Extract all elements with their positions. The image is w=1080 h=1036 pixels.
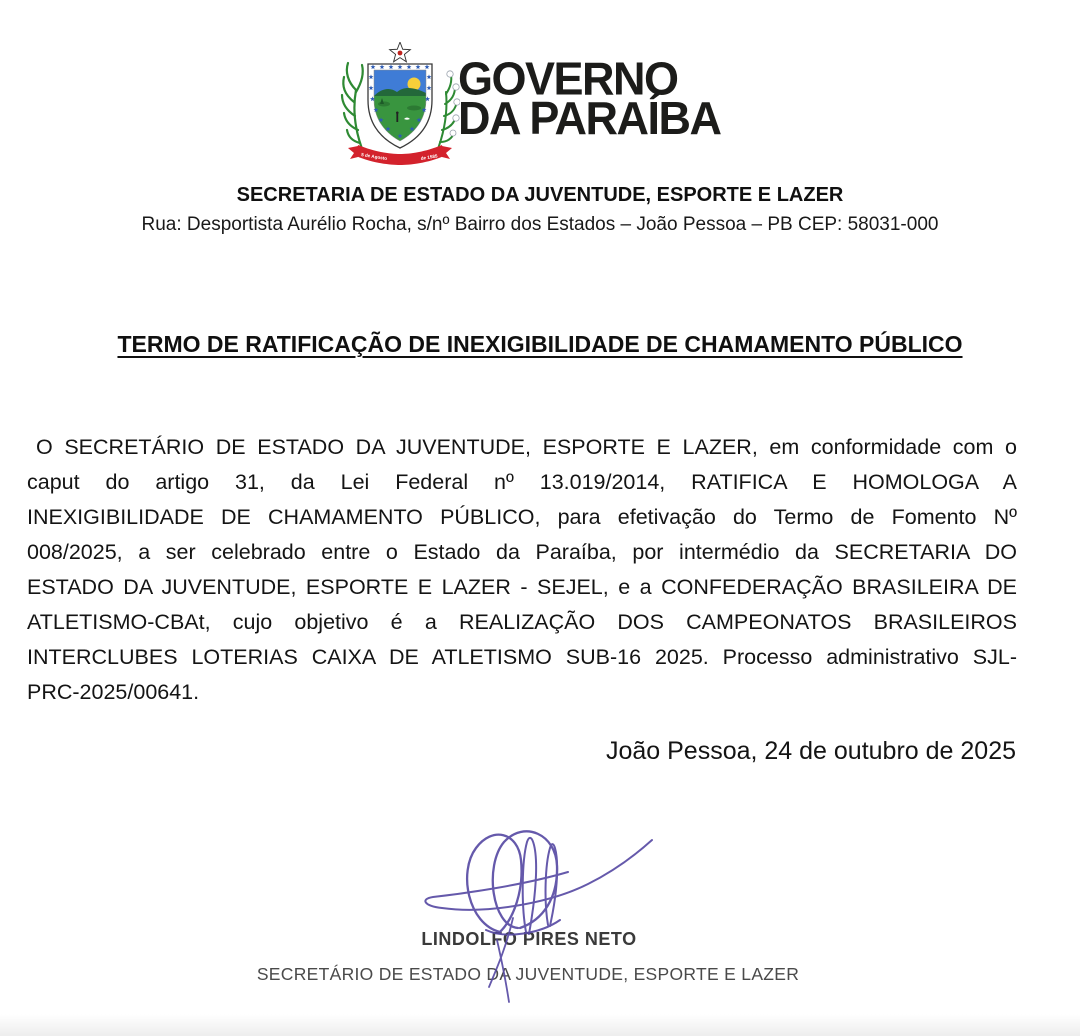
organization-name: SECRETARIA DE ESTADO DA JUVENTUDE, ESPORTE E LAZER <box>236 184 844 206</box>
sugarcane-branch-icon <box>342 63 364 154</box>
wordmark-line2: DA PARAÍBA <box>458 91 721 145</box>
body-line: 008/2025, a ser celebrado entre o Estado da Paraíba, por intermédio da SECRETARIA DO <box>27 540 1017 564</box>
paraiba-coat-of-arms-icon <box>340 42 460 168</box>
government-wordmark <box>458 51 721 145</box>
ribbon-text-right: de 1585 <box>420 153 438 161</box>
body-line: ESTADO DA JUVENTUDE, ESPORTE E LAZER - SEJEL, e a CONFEDERAÇÃO BRASILEIRA DE <box>27 575 1017 599</box>
date-line: João Pessoa, 24 de outubro de 2025 <box>605 737 1016 765</box>
body-line: INTERCLUBES LOTERIAS CAIXA DE ATLETISMO SUB-16 2025. Processo administrativo SJL- <box>27 645 1017 669</box>
body-line: INEXIGIBILIDADE DE CHAMAMENTO PÚBLICO, para efetivação do Termo de Fomento Nº <box>27 505 1017 529</box>
body-paragraph <box>27 430 1017 710</box>
wordmark-line1: GOVERNO <box>458 51 678 105</box>
cotton-branch-icon <box>436 71 460 154</box>
body-line: ATLETISMO-CBAt, cujo objetivo é a REALIZAÇÃO DOS CAMPEONATOS BRASILEIROS <box>27 610 1017 634</box>
signer-role: SECRETÁRIO DE ESTADO DA JUVENTUDE, ESPORTE E LAZER <box>256 964 800 984</box>
body-line: PRC-2025/00641. <box>27 680 200 704</box>
crest-star-icon <box>390 42 411 62</box>
page-bottom-shadow <box>0 1014 1080 1036</box>
body-line: O SECRETÁRIO DE ESTADO DA JUVENTUDE, ESPORTE E LAZER, em conformidade com o <box>36 435 1017 459</box>
ribbon-text-left: 5 de Agosto <box>360 152 388 162</box>
document-title: TERMO DE RATIFICAÇÃO DE INEXIGIBILIDADE DE CHAMAMENTO PÚBLICO <box>117 331 963 357</box>
body-line: caput do artigo 31, da Lei Federal nº 13.019/2014, RATIFICA E HOMOLOGA A <box>27 470 1017 494</box>
organization-address: Rua: Desportista Aurélio Rocha, s/nº Bairro dos Estados – João Pessoa – PB CEP: 58031-000 <box>141 214 939 235</box>
signer-name: LINDOLFO PIRES NETO <box>421 929 637 949</box>
shield-icon <box>368 64 432 148</box>
